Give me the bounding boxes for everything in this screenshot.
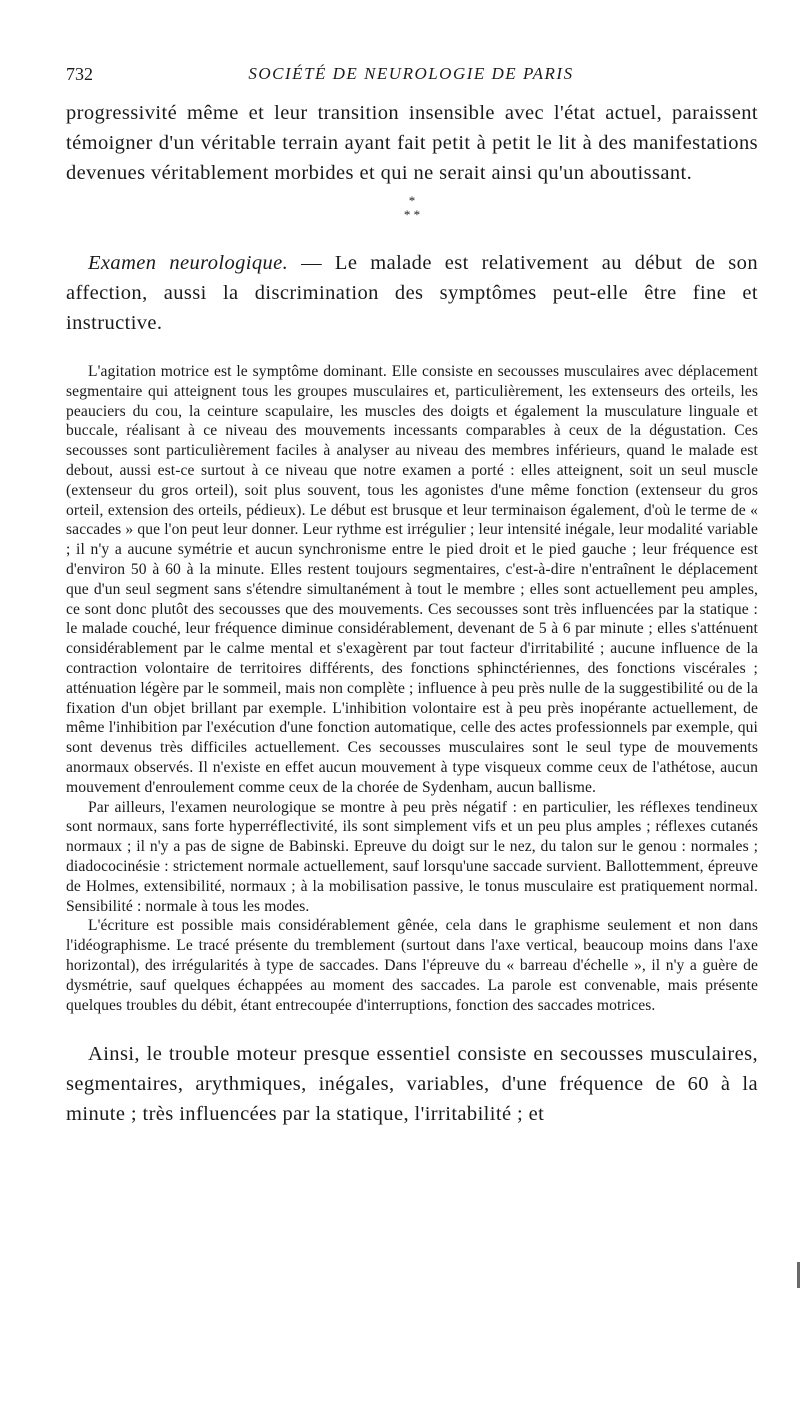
small-paragraph: L'agitation motrice est le symptôme dominant. Elle consiste en secousses musculaires avec déplacement segmentaire qui atteignent tous les groupes musculaires et, particulièrement, les extenseurs des orteils, les peauciers du cou, la ceinture scapulaire, les muscles des doigts et également la musculature linguale et buccale, réalisant à ce niveau des mouvements incessants comparables à ceux de la dégustation. Ces secousses sont particulièrement faciles à analyser au niveau des membres inférieurs, quand le malade est debout, aussi est-ce surtout à ce niveau que notre examen a porté : elles atteignent, soit un seul muscle (extenseur du gros orteil), soit plus souvent, tous les agonistes d'une même fonction (extenseur du gros orteil, extension des orteils, pédieux). Le début est brusque et leur terminaison également, d'où le terme de « saccades » que l'on peut leur donner. Leur rythme est irrégulier ; leur intensité inégale, leur modalité variable ; il n'y a aucune symétrie et aucun synchronisme entre le pied droit et le pied gauche ; leur fréquence est d'environ 50 à 60 à la minute. Elles restent toujours segmentaires, c'est-à-dire n'entraînent le déplacement que d'un seul segment sans s'étendre simultanément à tout le membre ; elles sont actuellement peu amples, ce sont donc plutôt des secousses que des mouvements. Ces secousses sont très influencées par la statique : le malade couché, leur fréquence diminue considérablement, devenant de 5 à 6 par minute ; elles s'atténuent considérablement par le calme mental et s'exagèrent par tout facteur d'irritabilité ; aucune influence de la contraction volontaire de territoires différents, des fonctions sphinctériennes, des fonctions viscérales ; atténuation légère par le sommeil, mais non complète ; influence à peu près nulle de la suggestibilité ou de la fixation d'un objet brillant par exemple. L'inhibition volontaire est à peu près inopérante actuellement, de même l'inhibition par l'exécution d'une fonction automatique, celle des actes professionnels par exemple, qui sont devenus très difficiles actuellement. Ces secousses musculaires sont le seul type de mouvements anormaux observés. Il n'existe en effet aucun mouvement à type visqueux comme ceux de l'athétose, aucun mouvement d'enroulement comme ceux de la chorée de Sydenham, aucun ballisme. [66,363,758,796]
final-paragraph: Ainsi, le trouble moteur presque essentiel consiste en secousses musculaires, segmentaires, arythmiques, inégales, variables, d'une fréquence de 60 à la minute ; très influencées par la statique, l'irritabilité ; et [66,1043,758,1126]
running-title: SOCIÉTÉ DE NEUROLOGIE DE PARIS [248,64,574,83]
section-heading: Examen neurologique. [88,252,289,274]
section-text: — Le malade est relativement au début de son affection, aussi la discrimination des symptômes peut-elle être fine et instructive. [66,252,758,334]
page-number: 732 [66,64,93,84]
small-paragraph: Par ailleurs, l'examen neurologique se montre à peu près négatif : en particulier, les réflexes tendineux sont normaux, sans forte hyperréflectivité, ils sont simplement vifs et un peu plus amples ; réflexes cutanés normaux ; il n'y a pas de signe de Babinski. Epreuve du doigt sur le nez, du talon sur le genou : normales ; diadococinésie : strictement normale actuellement, sauf lorsqu'une saccade survient. Ballottemment, épreuve de Holmes, extensibilité, normaux ; à la mobilisation passive, le tonus musculaire est pratiquement normal. Sensibilité : normale à tous les modes. [66,798,758,915]
page-header [66,64,756,88]
ornament-star-top: * [408,193,416,208]
ornament-stars-bottom: * * [403,207,421,222]
section-paragraph [66,248,758,338]
small-paragraph: L'écriture est possible mais considérablement gênée, cela dans le graphisme seulement et non dans l'idéographisme. Le tracé présente du tremblement (surtout dans l'axe vertical, beaucoup moins dans l'axe horizontal), des irrégularités à type de saccades. Dans l'épreuve du « barreau d'échelle », il n'y a guère de dysmétrie, sauf quelques échappées au moment des saccades. La parole est convenable, mais présente quelques troubles du débit, étant entrecoupée d'interruptions, fonction des saccades motrices. [66,917,758,1014]
intro-paragraph: progressivité même et leur transition insensible avec l'état actuel, paraissent témoigner d'un véritable terrain ayant fait petit à petit le lit à des manifestations devenues véritablement morbides et qui ne serait ainsi qu'un aboutissant. [66,102,758,184]
page-body [66,98,758,1129]
section-ornament [66,194,758,222]
